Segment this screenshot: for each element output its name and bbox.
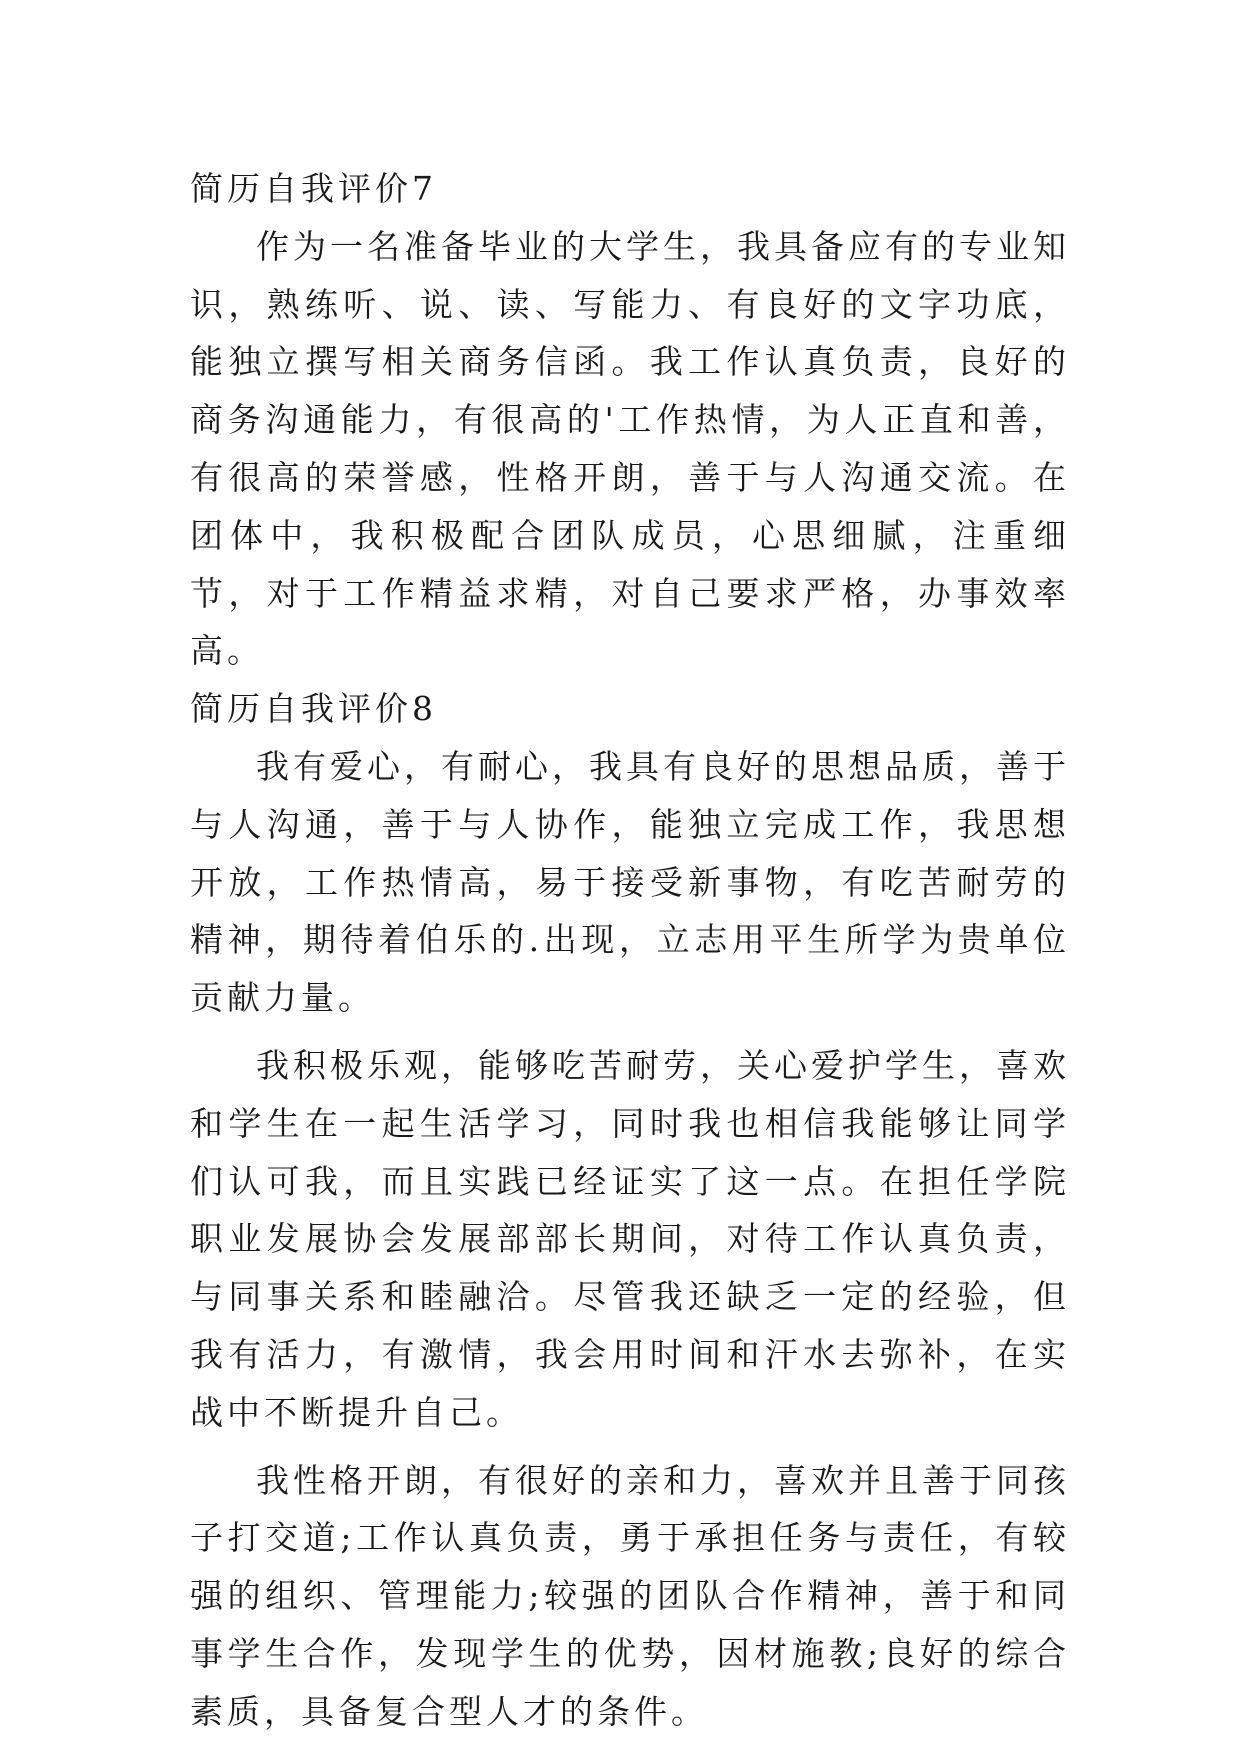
paragraph-8-2: 我积极乐观，能够吃苦耐劳，关心爱护学生，喜欢和学生在一起生活学习，同时我也相信我能够让同学们认可我，而且实践已经证实了这一点。在担任学院职业发展协会发展部部长期间，对待工作认真负责，与同事关系和睦融洽。尽管我还缺乏一定的经验，但我有活力，有激情，我会用时间和汗水去弥补，在实战中不断提升自己。	[190, 1045, 1070, 1432]
section-heading-8: 简历自我评价8	[190, 689, 437, 729]
paragraph-7-1: 作为一名准备毕业的大学生，我具备应有的专业知识，熟练听、说、读、写能力、有良好的文字功底，能独立撰写相关商务信函。我工作认真负责，良好的商务沟通能力，有很高的'工作热情，为人正直和善，有很高的荣誉感，性格开朗，善于与人沟通交流。在团体中，我积极配合团队成员，心思细腻，注重细节，对于工作精益求精，对自己要求严格，办事效率高。	[190, 226, 1070, 671]
document-body	[190, 160, 1070, 1741]
paragraph-8-1: 我有爱心，有耐心，我具有良好的思想品质，善于与人沟通，善于与人协作，能独立完成工作，我思想开放，工作热情高，易于接受新事物，有吃苦耐劳的精神，期待着伯乐的.出现，立志用平生所学为贵单位贡献力量。	[190, 746, 1070, 1018]
paragraph-8-3: 我性格开朗，有很好的亲和力，喜欢并且善于同孩子打交道;工作认真负责，勇于承担任务与责任，有较强的组织、管理能力;较强的团队合作精神，善于和同事学生合作，发现学生的优势，因材施教;良好的综合素质，具备复合型人才的条件。	[190, 1460, 1070, 1731]
section-heading-7: 简历自我评价7	[190, 169, 437, 208]
